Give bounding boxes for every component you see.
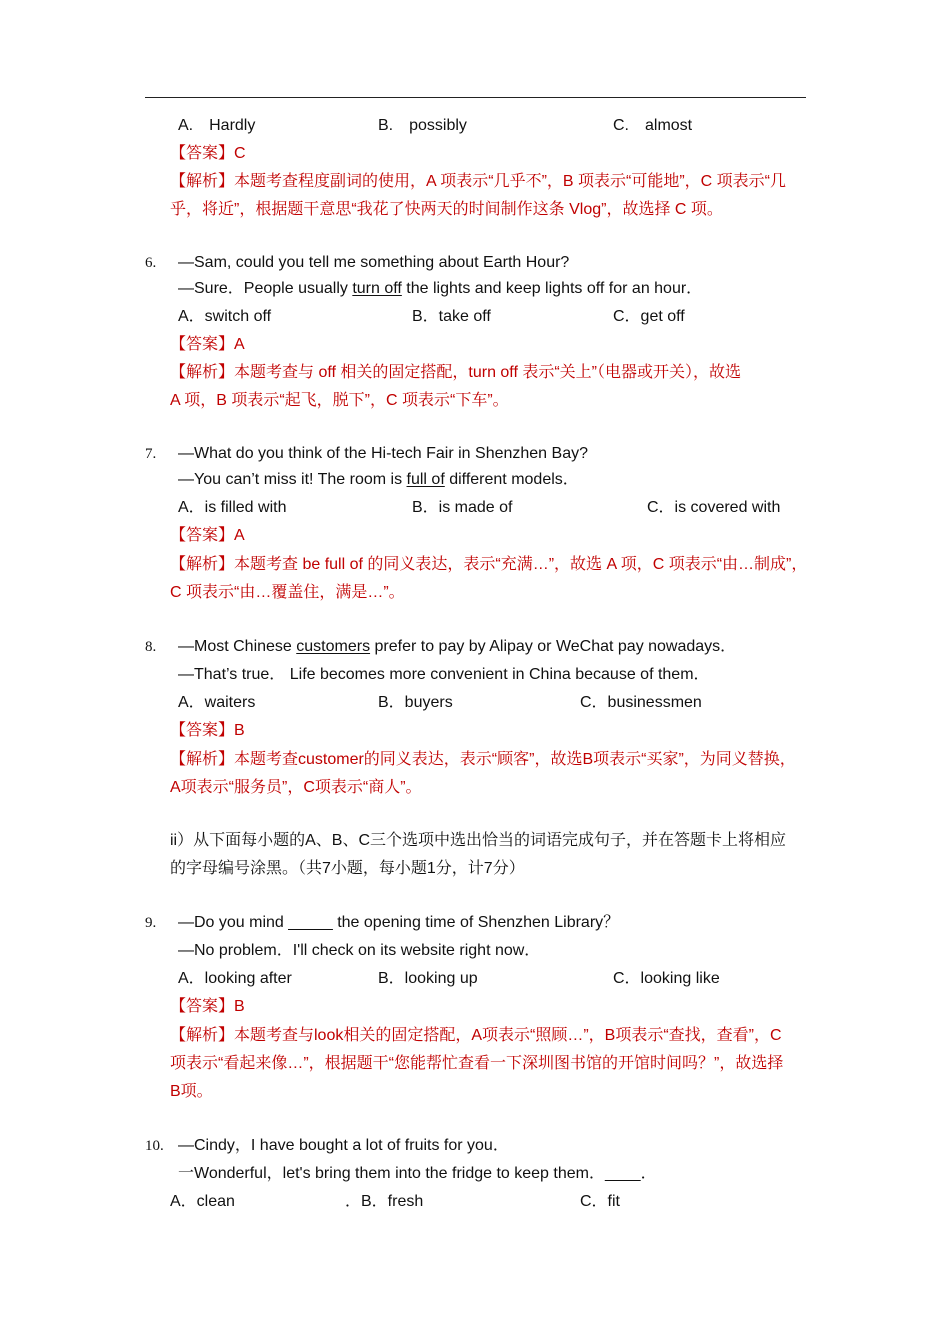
answer-line: 【答案】B [170, 722, 245, 739]
question-line: —Cindy，I have bought a lot of fruits for you． [178, 1137, 509, 1154]
analysis-line: 【解析】本题考查程度副词的使用，A 项表示“几乎不”，B 项表示“可能地”，C 项表示“几 [170, 173, 786, 190]
header-rule [145, 97, 806, 98]
option-c: C．get off [613, 308, 685, 325]
option-a: A．switch off [178, 308, 272, 325]
answer-line: 【答案】A [170, 336, 245, 353]
option-b: B．looking up [378, 970, 478, 987]
underlined-phrase: customers [296, 638, 371, 655]
section-instruction: ii）从下面每小题的A、B、C三个选项中选出恰当的词语完成句子，并在答题卡上将相应 [170, 832, 787, 849]
option-b: B. possibly [378, 117, 467, 134]
question-number: 6. [145, 255, 157, 271]
underlined-phrase: full of [406, 471, 445, 488]
option-b: B．buyers [378, 694, 453, 711]
question-line: 一Wonderful，let's bring them into the fridge to keep them．____． [178, 1165, 657, 1182]
option-a: A．clean [170, 1193, 235, 1210]
question-number: 9. [145, 915, 157, 931]
option-c: C．fit [580, 1193, 621, 1210]
question-line: —Sam, could you tell me something about Earth Hour? [178, 254, 570, 271]
question-line: —That’s true． Life becomes more convenient in China because of them． [178, 666, 710, 683]
option-c: C．is covered with [647, 499, 781, 516]
question-line [178, 637, 736, 657]
option-b: B．take off [412, 308, 491, 325]
section-instruction: 的字母编号涂黑。（共7小题，每小题1分，计7分） [170, 860, 525, 877]
question-text: —Sure．People usually [178, 280, 353, 297]
answer-line: 【答案】A [170, 527, 245, 544]
analysis-line: C 项表示“由…覆盖住，满是…”。 [170, 584, 405, 601]
answer-line: 【答案】B [170, 998, 245, 1015]
option-c: C．looking like [613, 970, 720, 987]
question-number: 7. [145, 446, 157, 462]
option-c: C．businessmen [580, 694, 702, 711]
analysis-line: 【解析】本题考查与 off 相关的固定搭配，turn off 表示“关上”（电器或开关），故选 [170, 364, 742, 381]
question-text: prefer to pay by Alipay or WeChat pay nowadays． [370, 638, 737, 655]
analysis-line: 【解析】本题考查 be full of 的同义表达，表示“充满…”，故选 A 项，C 项表示“由…制成”， [170, 556, 808, 573]
option-a: A．is filled with [178, 499, 287, 516]
question-text: the lights and keep lights off for an hour． [401, 280, 703, 297]
option-a: A．looking after [178, 970, 292, 987]
answer-line: 【答案】C [170, 145, 246, 162]
analysis-line: 项表示“看起来像…”，根据题干“您能帮忙查看一下深圳图书馆的开馆时间吗？”，故选择 [170, 1055, 784, 1072]
analysis-line: A 项，B 项表示“起飞，脱下”，C 项表示“下车”。 [170, 392, 509, 409]
analysis-line: 乎，将近”，根据题干意思“我花了快两天的时间制作这条 Vlog”，故选择 C 项。 [170, 201, 723, 218]
analysis-line: A项表示“服务员”，C项表示“商人”。 [170, 779, 422, 796]
question-line: —What do you think of the Hi-tech Fair in Shenzhen Bay? [178, 445, 588, 462]
question-line: —Do you mind _____ the opening time of Shenzhen Library？ [178, 914, 620, 931]
option-a: A．waiters [178, 694, 256, 711]
question-text: —Most Chinese [178, 638, 297, 655]
question-line: —No problem．I'll check on its website right now． [178, 942, 541, 959]
option-c: C. almost [613, 117, 693, 134]
question-line [178, 470, 579, 490]
option-a: A. Hardly [178, 117, 256, 134]
question-number: 10. [145, 1138, 164, 1154]
question-number: 8. [145, 639, 157, 655]
analysis-line: B项。 [170, 1083, 213, 1100]
analysis-line: 【解析】本题考查customer的同义表达，表示“顾客”，故选B项表示“买家”，为同义替换， [170, 751, 796, 768]
option-b: ．B．fresh [345, 1193, 424, 1210]
option-b: B．is made of [412, 499, 513, 516]
analysis-line: 【解析】本题考查与look相关的固定搭配，A项表示“照顾…”，B项表示“查找，查看”，C [170, 1027, 782, 1044]
question-text: —You can’t miss it! The room is [178, 471, 407, 488]
question-line [178, 279, 702, 299]
underlined-phrase: turn off [352, 280, 402, 297]
question-text: different models． [444, 471, 579, 488]
